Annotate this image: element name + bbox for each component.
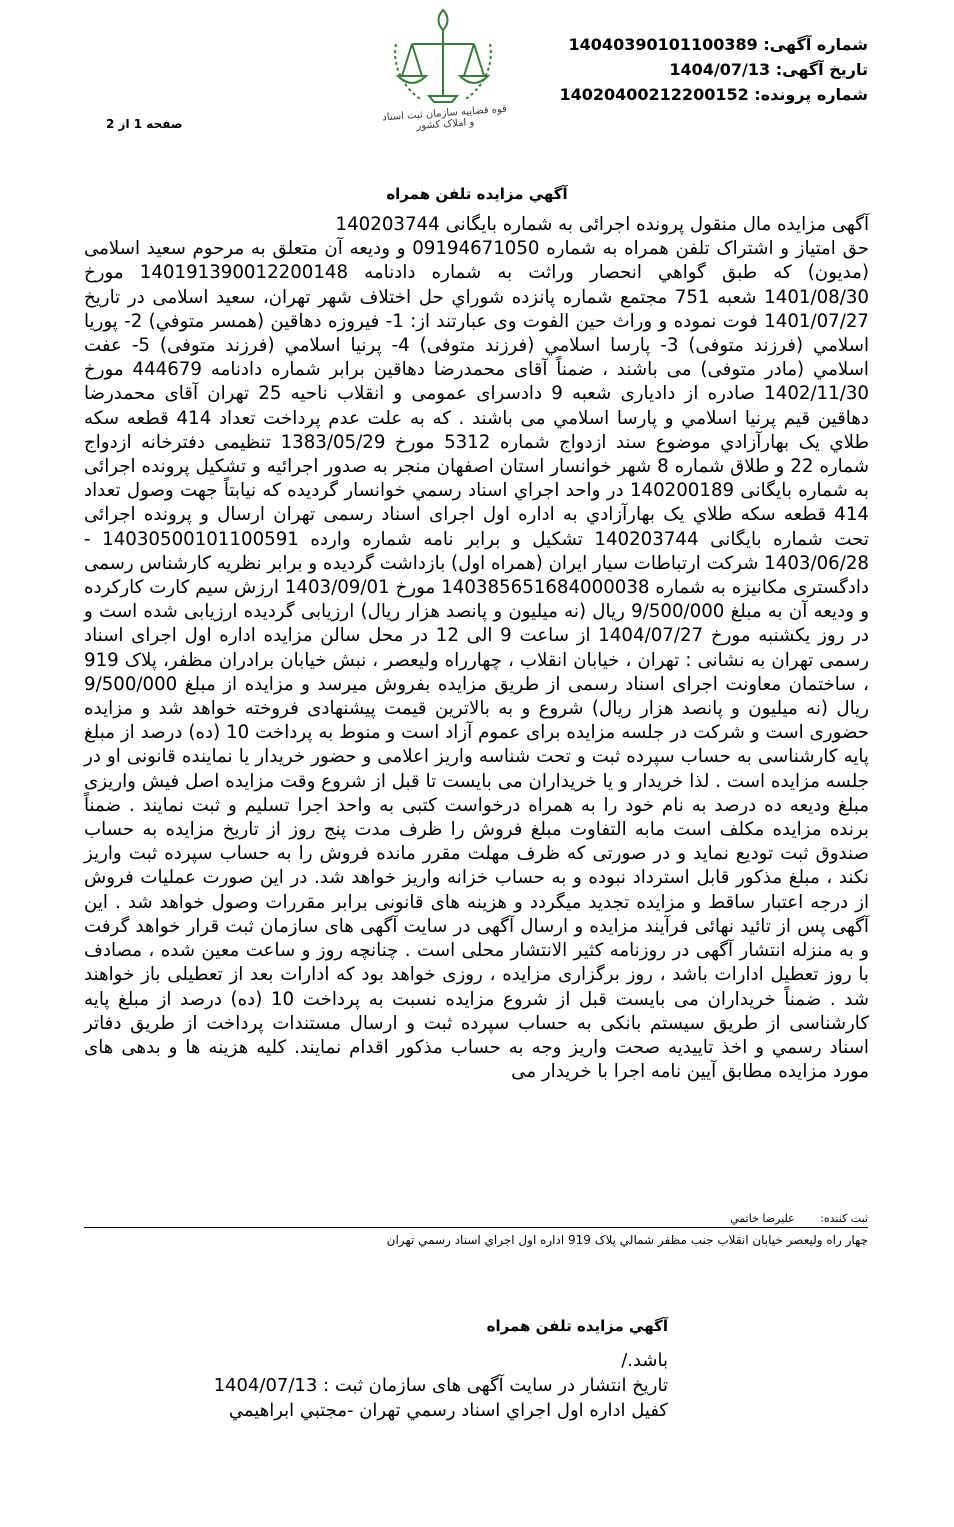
registrar-label: ثبت کننده: [820,1212,868,1225]
document-body [84,213,869,1084]
emblem-caption: قوه قضاییه سازمان ثبت اسناد و املاک کشور [381,103,508,132]
publish-date: تاریخ انتشار در سایت آگهی های سازمان ثبت : 1404/07/13 [213,1375,668,1396]
ad-date: تاریخ آگهی: 1404/07/13 [669,60,868,79]
footer-address: چهار راه ولیعصر خیابان انقلاب جنب مظفر شمالي پلاک 919 اداره اول اجراي اسناد رسمي تهران [386,1233,868,1247]
page2-content [214,1348,668,1423]
case-number: شماره پرونده: 14020400212200152 [559,85,868,104]
signature: کفیل اداره اول اجراي اسناد رسمي تهران -مجتبي ابراهیمي [228,1400,668,1421]
continuation-text: باشد./ [621,1350,668,1371]
registrar-name: علیرضا خاتمي [730,1212,795,1225]
footer-divider [84,1227,868,1228]
ad-number: شماره آگهی: 14040390101100389 [568,35,868,54]
body-paragraph: آگهی مزایده مال منقول پرونده اجرائی به شماره بایگانی 140203744 [335,214,869,235]
body-paragraph: حق امتیاز و اشتراک تلفن همراه به شماره 09194671050 و ودیعه آن متعلق به مرحوم سعید اسلامی (مدیون) که طبق گواهي انحصار وراثت به شماره دادنامه 140191390012200148 مورخ 1401/08/30 شعبه 751 مجتمع شماره پانزده شوراي حل اختلاف شهر تهران، سعید اسلامی در تاریخ 1401/07/27 فوت نموده و وراث حین الفوت وی عبارتند از: 1- فیروزه دهاقین (همسر متوفي) 2- پوریا اسلامي (فرزند متوفی) 3- پارسا اسلامي (فرزند متوفی) 4- پرنیا اسلامي (فرزند متوفی) 5- عفت اسلامي (مادر متوفی) می باشند ، ضمناً آقای محمدرضا دهاقین برابر شماره دادنامه 444679 مورخ 1402/11/30 صادره از دادیاری شعبه 9 دادسرای عمومی و انقلاب ناحیه 25 تهران آقای محمدرضا دهاقین قیم پرنیا اسلامي و پارسا اسلامي می باشند . که به علت عدم پرداخت تعداد 414 قطعه سکه طلاي یک بهارآزادي موضوع سند ازدواج شماره 5312 مورخ 1383/05/29 تنظیمی دفترخانه ازدواج شماره 22 و طلاق شماره 8 شهر خوانسار استان اصفهان منجر به صدور اجرائیه و تشکیل پرونده اجرائی به شماره بایگانی 140200189 در واحد اجراي اسناد رسمي خوانسار گردیده که نیابتاً جهت وصول تعداد 414 قطعه سکه طلاي یک بهارآزادي به اداره اول اجرای اسناد رسمی تهران ارسال و پرونده اجرائی تحت شماره بایگانی 140203744 تشکیل و برابر نامه شماره وارده 14030500101100591 - 1403/06/28 شرکت ارتباطات سیار ایران (همراه اول) بازداشت گردیده و برابر نظریه کارشناس رسمی دادگستری مکانیزه به شماره 140385651684000038 مورخ 1403/09/01 ارزش سیم کارت کارکرده و ودیعه آن به مبلغ 9/500/000 ریال (نه میلیون و پانصد هزار ریال) ارزیابی گردیده ارزیابی شده است و در روز یکشنبه مورخ 1404/07/27 از ساعت 9 الی 12 در محل سالن مزایده اداره اول اجرای اسناد رسمی تهران به نشانی : تهران ، خیابان انقلاب ، چهارراه ولیعصر ، نبش خیابان برادران مظفر، پلاک 919 ، ساختمان معاونت اجرای اسناد رسمی از طریق مزایده بفروش میرسد و مزایده از مبلغ 9/500/000 ریال (نه میلیون و پانصد هزار ریال) شروع و به بالاترین قیمت پیشنهادی فروخته خواهد شد و مزایده حضوری است و شرکت در جلسه مزایده برای عموم آزاد است و منوط به پرداخت 10 (ده) درصد از مبلغ پایه کارشناسی به حساب سپرده ثبت و تحت شناسه واریز اعلامی و حضور خریدار یا نماینده قانونی او در جلسه مزایده است . لذا خریدار و یا خریداران می بایست تا قبل از شروع وقت مزایده اصل فیش واریزی مبلغ ودیعه ده درصد به نام خود را به همراه درخواست کتبی به واحد اجرا تسلیم و ثبت نمایند . ضمناً برنده مزایده مکلف است مابه التفاوت مبلغ فروش را ظرف مدت پنج روز از تاریخ مزایده به حساب صندوق ثبت تودیع نماید و در صورتی که ظرف مهلت مقرر مانده فروش را به حساب سپرده ثبت واریز نکند ، مبلغ مذکور قابل استرداد نبوده و به حساب خزانه واریز خواهد شد. در این صورت عملیات فروش از درجه اعتبار ساقط و مزایده تجدید میگردد و هزینه های قانونی برابر مقررات وصول خواهد شد . این آگهی پس از تائید نهائی فرآیند مزایده و ارسال آگهی در سایت آگهی های سازمان ثبت قرار خواهد گرفت و به منزله انتشار آگهی در روزنامه کثیر الانتشار محلی است . چنانچه روز و ساعت معین شده ، مصادف با روز تعطیل ادارات باشد ، روز برگزاری مزایده ، روزی خواهد بود که ادارات بعد از تعطیلی باز خواهند شد . ضمناً خریداران می بایست قبل از شروع مزایده نسبت به پرداخت 10 (ده) درصد از مبلغ پایه کارشناسی از طریق سیستم بانکی به حساب سپرده ثبت و ارسال مستندات پرداخت از طریق دفاتر اسناد رسمي و اخذ تاییدیه صحت واریز وجه به حساب مذکور اقدام نمایند. کلیه هزینه ها و بدهی های مورد مزایده مطابق آیین نامه اجرا با خریدار می [84,238,870,1083]
document-metadata [559,32,868,107]
document-title: آگهي مزايده تلفن همراه [386,185,568,203]
page2-title: آگهي مزايده تلفن همراه [486,1317,668,1335]
registrar [730,1212,868,1225]
page-number: صفحه 1 از 2 [106,117,183,131]
